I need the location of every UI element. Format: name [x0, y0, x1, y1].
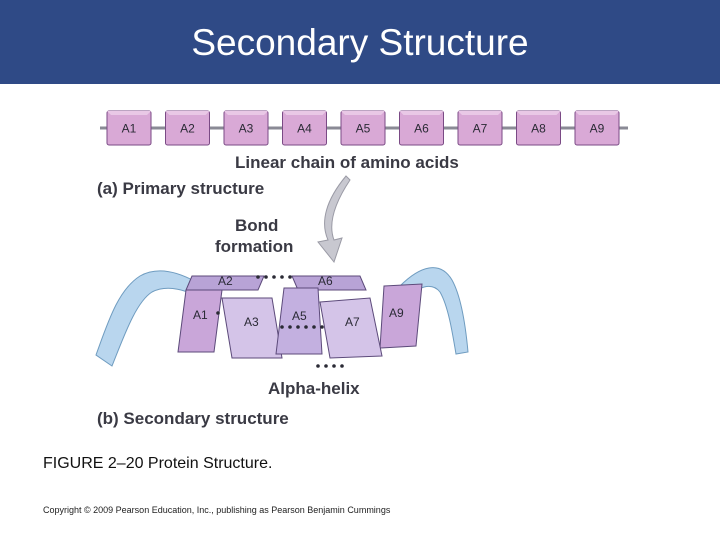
chain-residue-label: A3 [238, 121, 254, 136]
chain-residues [107, 111, 619, 145]
chain-residue-a4 [283, 111, 327, 145]
chain-residue-a9 [575, 111, 619, 145]
chain-residue-label: A9 [589, 121, 605, 136]
chain-residue-label: A2 [180, 121, 195, 136]
secondary-structure-label: (b) Secondary structure [97, 409, 289, 428]
chain-residue-label: A4 [297, 121, 312, 136]
bond-label-line1: Bond [235, 216, 279, 235]
chain-residue-label: A1 [121, 121, 137, 136]
helix-residue-a9 [380, 284, 422, 348]
svg-text:A1: A1 [193, 308, 208, 322]
slide-title: Secondary Structure [191, 22, 529, 63]
protein-structure-diagram [0, 84, 720, 440]
chain-residue-a8 [517, 111, 561, 145]
chain-residue-a5 [341, 111, 385, 145]
helix-residue-a1 [178, 290, 222, 352]
helix-residues [178, 274, 422, 368]
bond-formation-arrow [318, 176, 350, 262]
chain-residue-label: A7 [472, 121, 488, 136]
helix-residue-a2 [186, 274, 264, 290]
chain-residue-label: A8 [531, 121, 546, 136]
helix-residue-a5 [276, 288, 322, 354]
linear-chain [100, 111, 628, 145]
chain-residue-a3 [224, 111, 268, 145]
chain-label: Linear chain of amino acids [235, 153, 459, 172]
helix-residue-a3 [222, 298, 282, 358]
helix-residue-a7 [320, 298, 382, 358]
svg-text:A5: A5 [292, 309, 307, 323]
primary-structure-label: (a) Primary structure [97, 179, 265, 198]
chain-residue-a2 [166, 111, 210, 145]
chain-residue-a6 [400, 111, 444, 145]
svg-text:A6: A6 [318, 274, 333, 288]
chain-residue-a1 [107, 111, 151, 145]
alpha-helix-label: Alpha-helix [268, 379, 360, 398]
chain-residue-label: A5 [355, 121, 371, 136]
chain-residue-a7 [458, 111, 502, 145]
figure-caption: FIGURE 2–20 Protein Structure. [43, 455, 273, 472]
svg-text:A2: A2 [218, 274, 233, 288]
svg-text:A7: A7 [345, 315, 360, 329]
svg-text:A9: A9 [389, 306, 404, 320]
svg-text:A3: A3 [244, 315, 259, 329]
title-bar [0, 0, 720, 84]
copyright-notice: Copyright © 2009 Pearson Education, Inc., publishing as Pearson Benjamin Cummings [43, 505, 391, 515]
chain-residue-label: A6 [414, 121, 429, 136]
bond-label-line2: formation [215, 237, 294, 256]
